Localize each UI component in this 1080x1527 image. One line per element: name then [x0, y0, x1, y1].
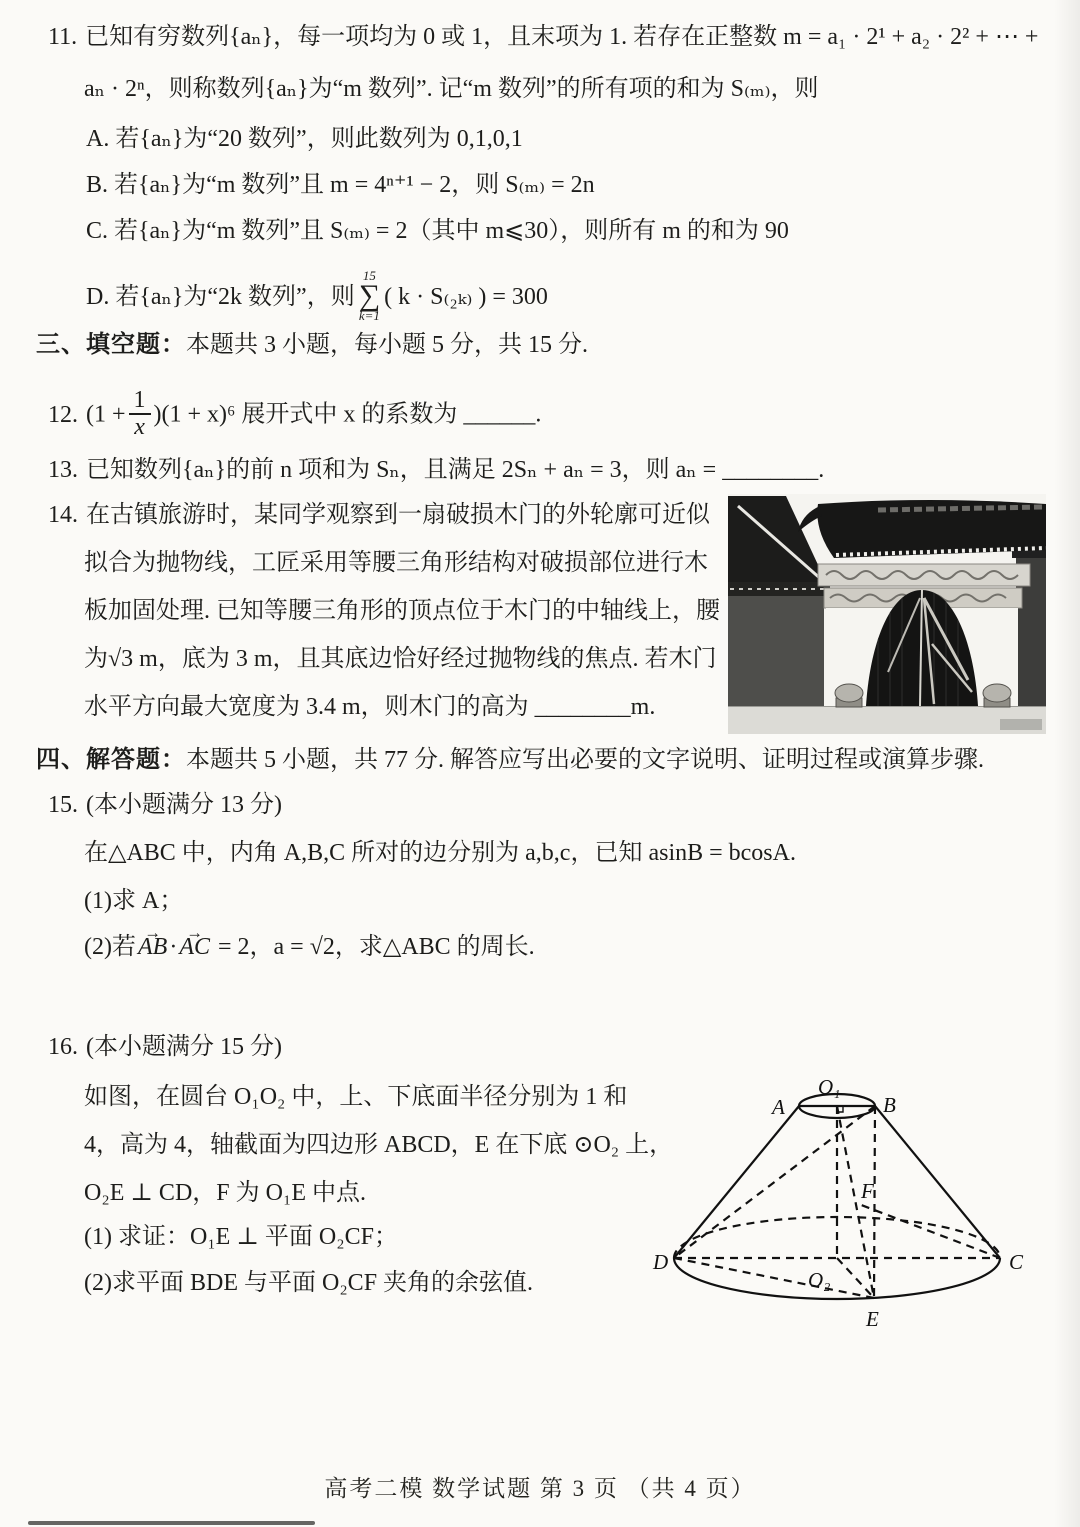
q16-part2: (2)求平面 BDE 与平面 O₂CF 夹角的余弦值.: [84, 1270, 534, 1296]
q16-title: 16. (本小题满分 15 分): [48, 1034, 282, 1060]
edge-AD: [674, 1106, 799, 1258]
photo-watermark: [1000, 719, 1042, 730]
label-B: B: [883, 1093, 896, 1117]
question-number: 11.: [48, 24, 78, 50]
question-number: 15.: [48, 792, 78, 818]
scan-artifact-bar: [28, 1521, 315, 1525]
q11-line1: [48, 22, 1038, 52]
vector-AC: AC →: [179, 932, 210, 962]
label-D: D: [653, 1250, 669, 1274]
segment-DE: [674, 1258, 874, 1298]
label-A: A: [772, 1095, 785, 1119]
question-number: 12.: [48, 401, 78, 428]
q11-option-c: C. 若{aₙ}为“m 数列”且 S₍ₘ₎ = 2（其中 m⩽30），则所有 m 的和为 90: [86, 218, 789, 244]
lintel-band-upper: [818, 564, 1030, 586]
question-number: 14.: [48, 502, 78, 528]
q11-option-d: D. 若{aₙ}为“2k 数列”，则 15 ∑ k=1 ( k · S₍₂ₖ₎ ) = 300: [86, 268, 548, 323]
frustum-diagram-svg: [652, 1072, 1044, 1334]
stone-drum-left: [835, 684, 863, 707]
q14-line5: 水平方向最大宽度为 3.4 m，则木门的高为 ________m.: [84, 694, 656, 720]
edge-BC: [875, 1106, 1000, 1258]
q16-line3: O₂E ⊥ CD，F 为 O₁E 中点.: [84, 1180, 366, 1206]
q13: 13. 已知数列{aₙ}的前 n 项和为 Sₙ，且满足 2Sₙ + aₙ = 3，则 aₙ = ________.: [48, 457, 825, 483]
q14-line2: 拟合为抛物线，工匠采用等腰三角形结构对破损部位进行木: [84, 550, 708, 576]
q14-line4: 为√3 m，底为 3 m，且其底边恰好经过抛物线的焦点. 若木门: [84, 646, 717, 672]
q15-intro: 在△ABC 中，内角 A,B,C 所对的边分别为 a,b,c，已知 asinB = bcosA.: [84, 840, 796, 866]
q11-line2-text: aₙ · 2ⁿ，则称数列{aₙ}为“m 数列”. 记“m 数列”的所有项的和为 S₍ₘ₎，则: [84, 76, 819, 102]
q15-part1: (1)求 A；: [84, 888, 184, 914]
stone-drum-right: [983, 684, 1011, 707]
answer-blank: ______: [463, 401, 536, 428]
segment-BD: [674, 1106, 875, 1258]
photo-ground: [728, 706, 1046, 734]
label-E: E: [866, 1307, 879, 1331]
vector-AB: AB →: [138, 932, 167, 962]
q15-title: 15. (本小题满分 13 分): [48, 792, 282, 818]
gate-photo: [728, 494, 1046, 734]
label-O1: O₁: [818, 1075, 841, 1099]
question-number: 13.: [48, 457, 78, 483]
q14-line1: 14. 在古镇旅游时，某同学观察到一扇破损木门的外轮廓可近似: [48, 502, 710, 528]
q11-option-b: B. 若{aₙ}为“m 数列”且 m = 4ⁿ⁺¹ − 2，则 S₍ₘ₎ = 2n: [86, 172, 595, 198]
page-footer: 高考二模 数学试题 第 3 页 （共 4 页）: [324, 1476, 756, 1501]
section4-header: 四、解答题：本题共 5 小题，共 77 分. 解答应写出必要的文字说明、证明过程或演算步骤.: [36, 746, 984, 773]
q16-part1: (1) 求证：O₁E ⊥ 平面 O₂CF；: [84, 1224, 398, 1250]
frustum-diagram: [652, 1072, 1044, 1334]
label-F: F: [861, 1179, 874, 1203]
q15-part2: (2)若AB →·AC → = 2，a = √2，求△ABC 的周长.: [84, 932, 535, 962]
bottom-circle-front: [674, 1258, 1000, 1299]
q11-line2: [84, 74, 818, 104]
label-O2: O₂: [808, 1268, 831, 1292]
q11-option-a: A. 若{aₙ}为“20 数列”，则此数列为 0,1,0,1: [86, 126, 523, 152]
gate-photo-svg: [728, 494, 1046, 734]
label-C: C: [1009, 1250, 1024, 1274]
segment-BE: [874, 1106, 875, 1298]
section3-header: 三、填空题：本题共 3 小题，每小题 5 分，共 15 分.: [36, 331, 588, 358]
question-number: 16.: [48, 1034, 78, 1060]
q14-line3: 板加固处理. 已知等腰三角形的顶点位于木门的中轴线上，腰: [84, 598, 720, 624]
fraction: $\frac{1}{x}$: [129, 388, 151, 440]
left-wall: [728, 596, 824, 706]
sigma-notation: 15 ∑ k=1: [358, 268, 381, 323]
answer-blank: ________: [722, 457, 819, 483]
q16-line1: 如图，在圆台 O₁O₂ 中，上、下底面半径分别为 1 和: [84, 1084, 628, 1110]
construction-lines: [674, 1106, 1000, 1298]
q16-line2: 4，高为 4，轴截面为四边形 ABCD，E 在下底 ⊙O₂ 上，: [84, 1132, 674, 1158]
q12: 12. (1 + $\frac{1}{x}$ )(1 + x)⁶ 展开式中 x 的系数为 ______.: [48, 387, 542, 441]
q11-line1-text: 已知有穷数列{aₙ}，每一项均为 0 或 1，且末项为 1. 若存在正整数 m = a₁ · 2¹ + a₂ · 2² + ⋯ +: [85, 24, 1039, 50]
